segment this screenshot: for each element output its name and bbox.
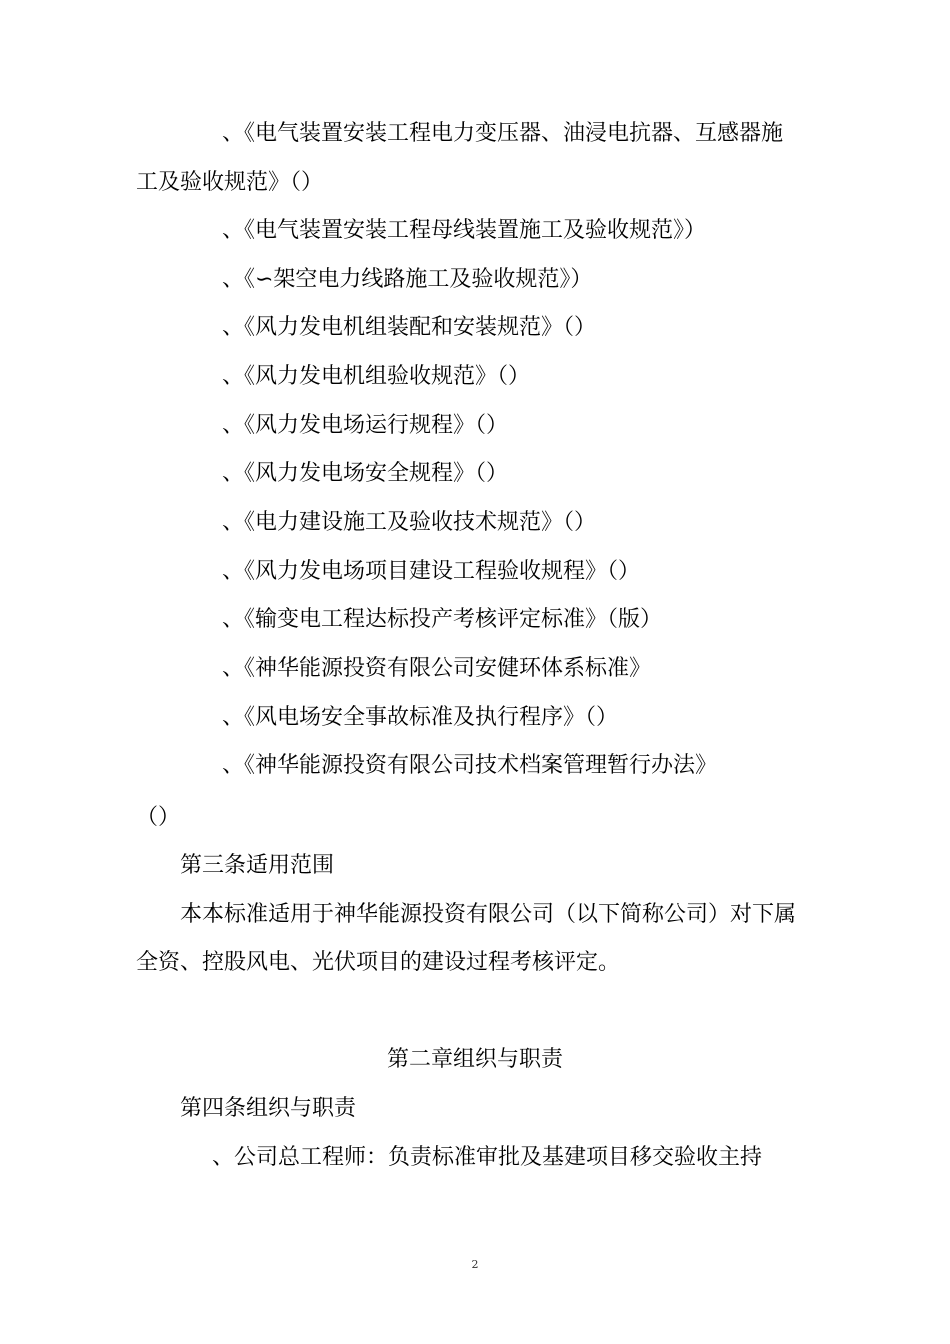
paragraph-line: 本本标准适用于神华能源投资有限公司（以下简称公司）对下属 — [180, 902, 797, 927]
reference-item: 、《输变电工程达标投产考核评定标准》（版） — [222, 607, 663, 632]
reference-item-continuation: 工及验收规范》（） — [136, 170, 324, 195]
reference-item: 、《风力发电场项目建设工程验收规程》（） — [222, 559, 641, 584]
reference-item-continuation: （） — [136, 805, 181, 830]
reference-item: 、《神华能源投资有限公司安健环体系标准》 — [222, 656, 652, 681]
page-number: 2 — [471, 1258, 479, 1271]
list-item: 、公司总工程师：负责标准审批及基建项目移交验收主持 — [212, 1145, 763, 1170]
reference-item: 、《风电场安全事故标准及执行程序》（） — [222, 705, 619, 730]
chapter-title: 第二章组织与职责 — [386, 1047, 563, 1072]
reference-item: 、《∽架空电力线路施工及验收规范》） — [222, 267, 593, 292]
reference-item: 、《电气装置安装工程母线装置施工及验收规范》） — [222, 218, 707, 243]
paragraph-line: 全资、控股风电、光伏项目的建设过程考核评定。 — [136, 950, 621, 975]
reference-item: 、《风力发电机组装配和安装规范》（） — [222, 315, 597, 340]
reference-item: 、《电力建设施工及验收技术规范》（） — [222, 510, 597, 535]
reference-item: 、《电气装置安装工程电力变压器、油浸电抗器、互感器施 — [222, 121, 784, 146]
reference-item: 、《风力发电场运行规程》（） — [222, 413, 509, 438]
article-heading: 第三条适用范围 — [180, 853, 335, 878]
reference-item: 、《神华能源投资有限公司技术档案管理暂行办法》 — [222, 753, 718, 778]
reference-item: 、《风力发电场安全规程》（） — [222, 461, 509, 486]
reference-item: 、《风力发电机组验收规范》（） — [222, 364, 531, 389]
article-heading: 第四条组织与职责 — [180, 1096, 357, 1121]
